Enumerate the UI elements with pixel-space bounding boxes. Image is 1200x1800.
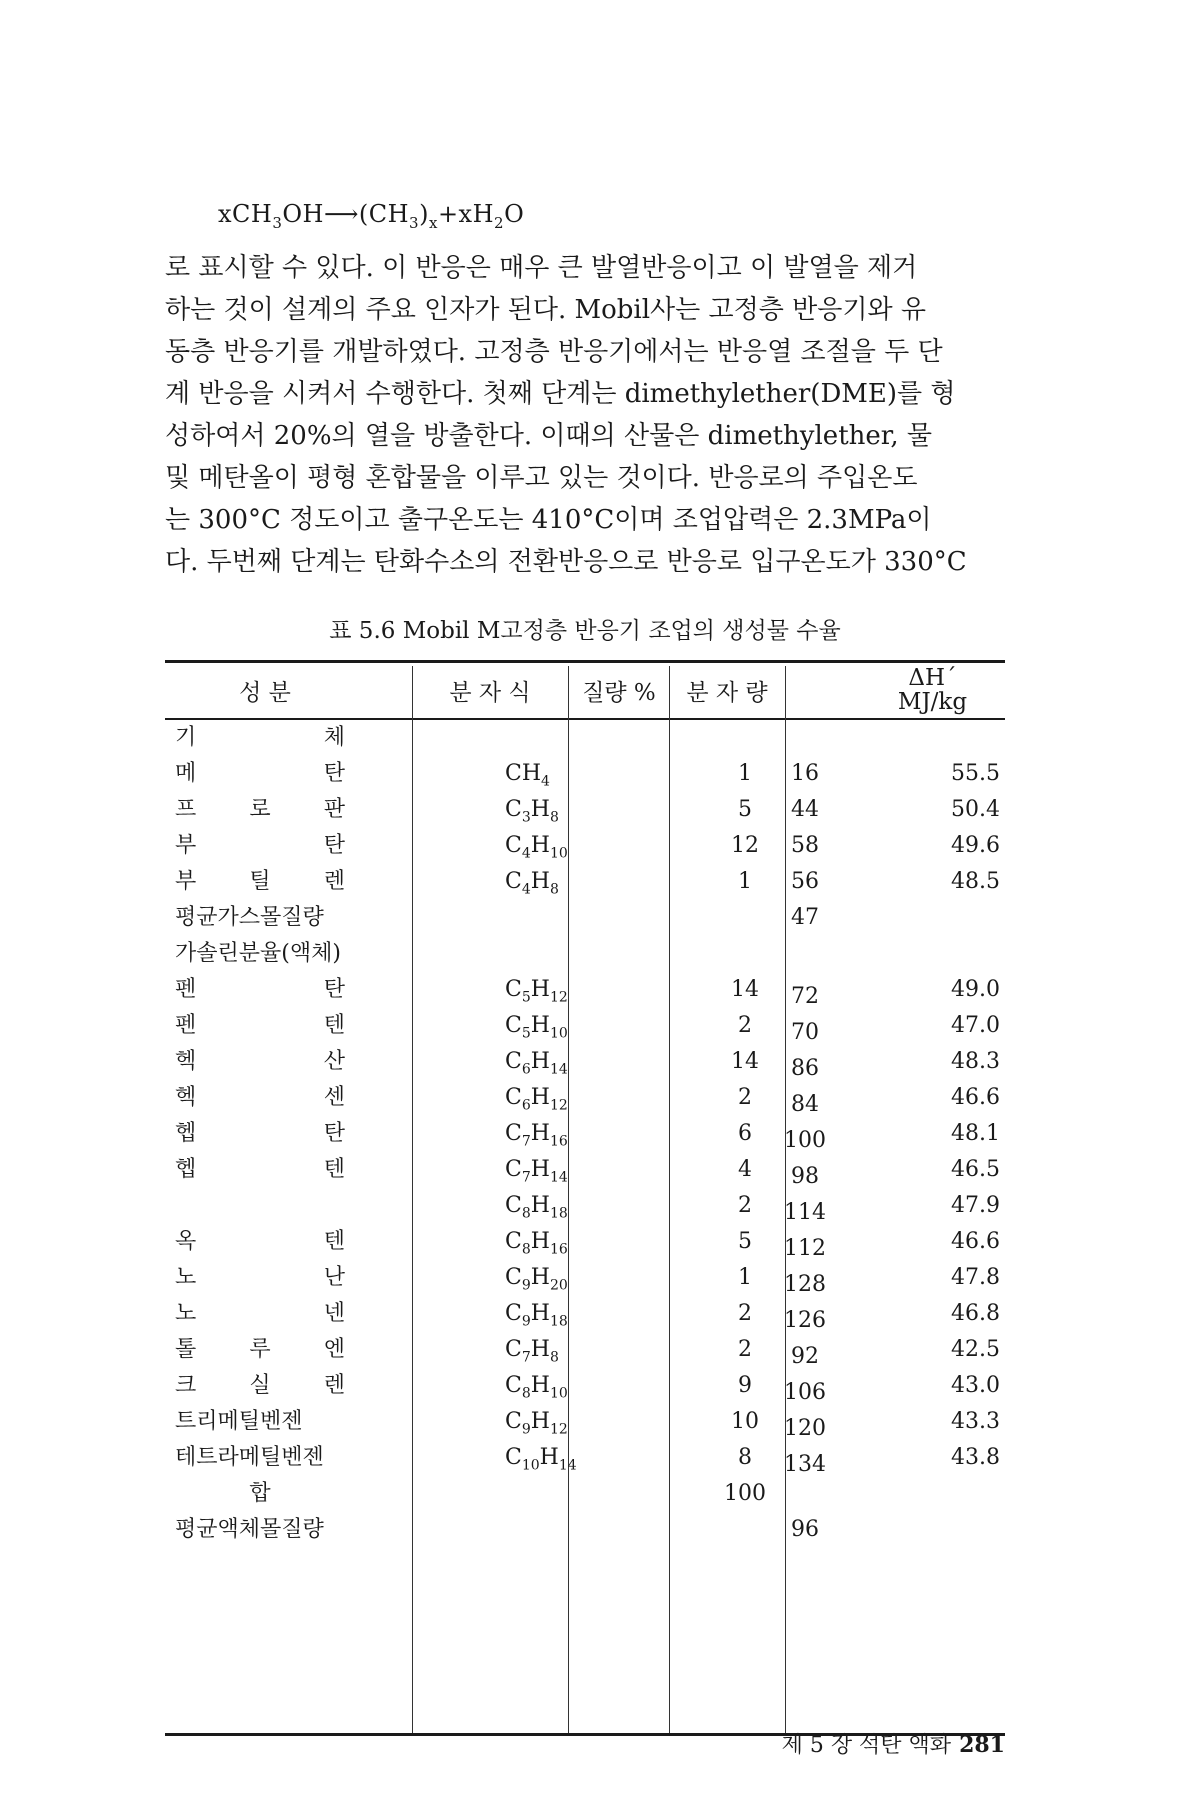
enthalpy-value: 43.0 (951, 1373, 1000, 1398)
enthalpy-value: 48.1 (951, 1121, 1000, 1146)
enthalpy-value: 49.6 (951, 833, 1000, 858)
table-row (165, 1404, 1005, 1440)
mass-percent: 1 (738, 761, 752, 786)
molecular-formula: $C_8H_{10}$ (505, 1373, 568, 1402)
molecular-formula: $C_4H_{10}$ (505, 833, 568, 862)
enthalpy-value: 50.4 (951, 797, 1000, 822)
component-name (175, 1188, 365, 1224)
molecular-weight: 120 (784, 1416, 826, 1441)
table-row (165, 1476, 1005, 1512)
component-name: 톨 루 엔 (175, 1337, 345, 1362)
table-row (165, 1008, 1005, 1044)
component-name: 평균액체몰질량 (175, 1517, 324, 1542)
component-name: 크 실 렌 (175, 1373, 345, 1398)
table-row (165, 1188, 1005, 1224)
component-name: 트리메틸벤젠 (175, 1409, 303, 1434)
molecular-weight: 56 (791, 869, 819, 894)
molecular-weight: 100 (784, 1128, 826, 1153)
molecular-formula: $C_7H_{14}$ (505, 1157, 568, 1186)
table-row (165, 720, 1005, 756)
molecular-formula: $C_5H_{10}$ (505, 1013, 568, 1042)
mass-percent: 10 (731, 1409, 759, 1434)
paragraph-line: 다. 두번째 단계는 탄화수소의 전환반응으로 반응로 입구온도가 330°C (165, 547, 967, 577)
molecular-formula: $C_6H_{12}$ (505, 1085, 568, 1114)
molecular-weight (730, 936, 880, 972)
molecular-formula: $CH_4$ (505, 761, 550, 790)
table-row (165, 1152, 1005, 1188)
header-molecular-weight: 분 자 량 (686, 679, 768, 706)
table-row (165, 1224, 1005, 1260)
molecular-weight: 70 (791, 1020, 819, 1045)
table-row (165, 1332, 1005, 1368)
body-paragraph (165, 247, 1005, 583)
mass-percent: 6 (738, 1121, 752, 1146)
component-name: 합 (249, 1481, 271, 1506)
paragraph-line: 및 메탄올이 평형 혼합물을 이루고 있는 것이다. 반응로의 주입온도 (165, 463, 918, 493)
enthalpy-value (885, 1512, 1000, 1548)
mass-percent: 5 (738, 1229, 752, 1254)
enthalpy-value: 42.5 (951, 1337, 1000, 1362)
component-name: 헥 센 (175, 1085, 345, 1110)
table-row (165, 1080, 1005, 1116)
molecular-formula: $C_8H_{16}$ (505, 1229, 568, 1258)
molecular-weight: 92 (791, 1344, 819, 1369)
enthalpy-value (885, 936, 1000, 972)
component-name: 노 난 (175, 1265, 345, 1290)
table-row (165, 1260, 1005, 1296)
molecular-weight (730, 720, 880, 756)
header-formula: 분 자 식 (449, 679, 531, 706)
component-name: 헵 텐 (175, 1157, 345, 1182)
molecular-formula: $C_3H_8$ (505, 797, 559, 826)
component-name: 테트라메틸벤젠 (175, 1445, 324, 1470)
molecular-weight: 44 (791, 797, 819, 822)
enthalpy-value: 48.3 (951, 1049, 1000, 1074)
molecular-weight (730, 1476, 880, 1512)
component-name: 펜 텐 (175, 1013, 345, 1038)
mass-percent: 9 (738, 1373, 752, 1398)
molecular-formula: $C_9H_{18}$ (505, 1301, 568, 1330)
table-row (165, 1512, 1005, 1548)
molecular-weight: 58 (791, 833, 819, 858)
molecular-weight: 106 (784, 1380, 826, 1405)
component-name: 펜 탄 (175, 977, 345, 1002)
mass-percent: 4 (738, 1157, 752, 1182)
molecular-formula: $C_7H_8$ (505, 1337, 559, 1366)
paragraph-line: 로 표시할 수 있다. 이 반응은 매우 큰 발열반응이고 이 발열을 제거 (165, 253, 918, 283)
molecular-formula: $C_5H_{12}$ (505, 977, 568, 1006)
molecular-formula: $C_4H_8$ (505, 869, 559, 898)
table-row (165, 972, 1005, 1008)
molecular-formula: $C_{10}H_{14}$ (505, 1445, 577, 1474)
molecular-formula: $C_8H_{18}$ (505, 1193, 568, 1222)
header-mass-percent: 질량 % (582, 679, 656, 706)
table-row (165, 792, 1005, 828)
enthalpy-value: 47.8 (951, 1265, 1000, 1290)
molecular-weight: 98 (791, 1164, 819, 1189)
component-name: 평균가스몰질량 (175, 905, 324, 930)
table-row (165, 864, 1005, 900)
table-row (165, 1368, 1005, 1404)
table-row (165, 828, 1005, 864)
molecular-weight: 126 (784, 1308, 826, 1333)
enthalpy-value: 46.6 (951, 1229, 1000, 1254)
mass-percent: 12 (731, 833, 759, 858)
mass-percent: 14 (731, 977, 759, 1002)
table-body (165, 720, 1005, 1548)
mass-percent: 5 (738, 797, 752, 822)
enthalpy-value: 43.3 (951, 1409, 1000, 1434)
component-name: 메 탄 (175, 761, 345, 786)
table-caption: 표 5.6 Mobil M고정층 반응기 조업의 생성물 수율 (329, 618, 841, 644)
table-row (165, 1116, 1005, 1152)
mass-percent: 1 (738, 1265, 752, 1290)
enthalpy-value: 47.0 (951, 1013, 1000, 1038)
molecular-formula: $C_9H_{20}$ (505, 1265, 568, 1294)
molecular-weight: 84 (791, 1092, 819, 1117)
paragraph-line: 는 300°C 정도이고 출구온도는 410°C이며 조업압력은 2.3MPa이 (165, 505, 932, 535)
page-footer (782, 1728, 1005, 1759)
table-row (165, 900, 1005, 936)
mass-percent: 100 (724, 1481, 766, 1506)
paragraph-line: 성하여서 20%의 열을 방출한다. 이때의 산물은 dimethylether, 물 (165, 421, 932, 451)
enthalpy-value: 46.6 (951, 1085, 1000, 1110)
mass-percent: 1 (738, 869, 752, 894)
component-name: 가솔린분율(액체) (175, 941, 341, 966)
enthalpy-value: 48.5 (951, 869, 1000, 894)
enthalpy-value: 49.0 (951, 977, 1000, 1002)
enthalpy-value (885, 720, 1000, 756)
molecular-formula: $C_6H_{14}$ (505, 1049, 568, 1078)
component-name: 헵 탄 (175, 1121, 345, 1146)
molecular-weight: 114 (784, 1200, 826, 1225)
reaction-arrow: ⟶ (323, 200, 359, 228)
molecular-weight: 134 (784, 1452, 826, 1477)
component-name: 부 탄 (175, 833, 345, 858)
mass-percent: 2 (738, 1337, 752, 1362)
enthalpy-value: 46.5 (951, 1157, 1000, 1182)
table-row (165, 1044, 1005, 1080)
paragraph-line: 동층 반응기를 개발하였다. 고정층 반응기에서는 반응열 조절을 두 단 (165, 337, 943, 367)
molecular-weight: 128 (784, 1272, 826, 1297)
page-number: 281 (959, 1732, 1005, 1758)
header-component: 성 분 (239, 679, 291, 706)
mass-percent: 8 (738, 1445, 752, 1470)
table-row (165, 1440, 1005, 1476)
paragraph-line: 계 반응을 시켜서 수행한다. 첫째 단계는 dimethylether(DME)를 형 (165, 379, 956, 409)
component-name: 부 틸 렌 (175, 869, 345, 894)
component-name: 노 넨 (175, 1301, 345, 1326)
enthalpy-value (885, 1476, 1000, 1512)
table-row (165, 936, 1005, 972)
table-row (165, 756, 1005, 792)
chapter-title: 제 5 장 석탄 액화 (781, 1733, 952, 1758)
enthalpy-value (885, 900, 1000, 936)
paragraph-line: 하는 것이 설계의 주요 인자가 된다. Mobil사는 고정층 반응기와 유 (165, 295, 926, 325)
component-name: 헥 산 (175, 1049, 345, 1074)
mass-percent: 2 (738, 1301, 752, 1326)
reaction-equation: $xCH_3OH⟶(CH_3)_x+xH_2O$ (218, 200, 525, 232)
molecular-formula: $C_7H_{16}$ (505, 1121, 568, 1150)
enthalpy-value: 47.9 (951, 1193, 1000, 1218)
enthalpy-value: 55.5 (951, 761, 1000, 786)
mass-percent: 2 (738, 1193, 752, 1218)
enthalpy-value: 43.8 (951, 1445, 1000, 1470)
molecular-weight: 16 (791, 761, 819, 786)
molecular-formula: $C_9H_{12}$ (505, 1409, 568, 1438)
header-enthalpy: ΔH´ MJ/kg (897, 665, 968, 715)
component-name: 옥 텐 (175, 1229, 345, 1254)
molecular-weight: 86 (791, 1056, 819, 1081)
component-name: 기 체 (175, 725, 345, 750)
molecular-weight: 47 (791, 905, 819, 930)
table-row (165, 1296, 1005, 1332)
molecular-weight: 112 (784, 1236, 826, 1261)
mass-percent: 14 (731, 1049, 759, 1074)
molecular-weight: 72 (791, 984, 819, 1009)
component-name: 프 로 판 (175, 797, 345, 822)
mass-percent: 2 (738, 1013, 752, 1038)
enthalpy-value: 46.8 (951, 1301, 1000, 1326)
mass-percent: 2 (738, 1085, 752, 1110)
molecular-weight: 96 (791, 1517, 819, 1542)
